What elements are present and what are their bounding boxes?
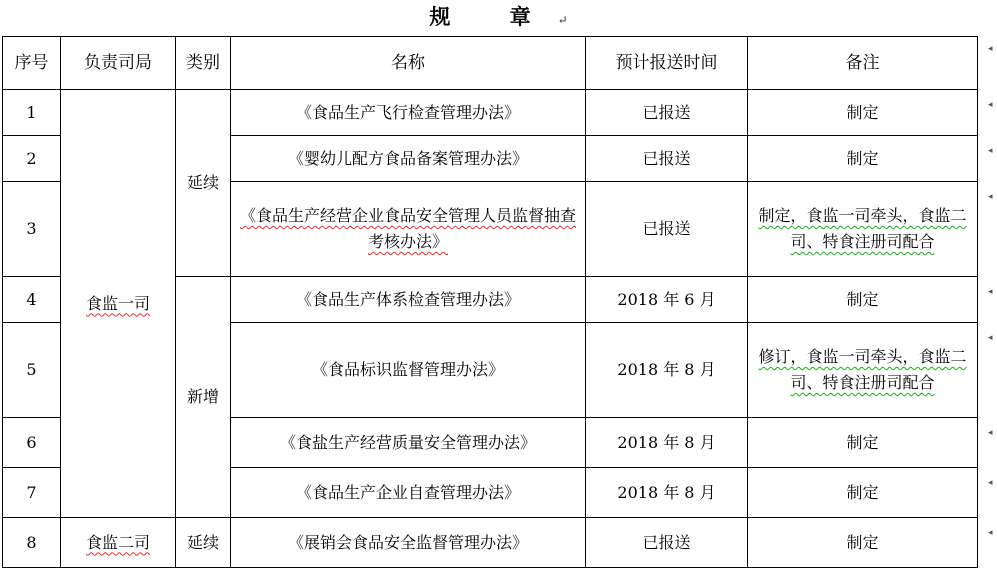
table-row	[3, 518, 978, 568]
cell-remark: 修订，食监一司牵头，食监二司、特食注册司配合	[748, 323, 978, 418]
row-end-mark-icon: ◂	[988, 428, 993, 438]
cell-time: 2018 年 8 月	[586, 418, 748, 468]
cell-time: 2018 年 6 月	[586, 277, 748, 323]
cell-time: 已报送	[586, 136, 748, 182]
header-name: 名称	[231, 37, 586, 90]
row-end-mark-icon: ◂	[988, 192, 993, 202]
cell-remark: 制定	[748, 518, 978, 568]
row-end-mark-icon: ◂	[988, 100, 993, 110]
row-end-mark-icon: ◂	[988, 478, 993, 488]
cell-category: 延续	[176, 90, 231, 277]
cell-name: 《食盐生产经营质量安全管理办法》	[231, 418, 586, 468]
cell-name: 《食品标识监督管理办法》	[231, 323, 586, 418]
cell-name: 《食品生产企业自查管理办法》	[231, 468, 586, 518]
cell-time: 已报送	[586, 90, 748, 136]
row-end-mark-icon: ◂	[988, 287, 993, 297]
cell-seq: 8	[3, 518, 61, 568]
table-row	[3, 90, 978, 136]
cell-time: 已报送	[586, 518, 748, 568]
cell-seq: 7	[3, 468, 61, 518]
cell-category: 延续	[176, 518, 231, 568]
regulations-table	[2, 36, 978, 568]
cell-seq: 2	[3, 136, 61, 182]
cell-remark: 制定，食监一司牵头，食监二司、特食注册司配合	[748, 182, 978, 277]
row-end-mark-icon: ◂	[988, 333, 993, 343]
cell-remark: 制定	[748, 90, 978, 136]
cell-name: 《食品生产经营企业食品安全管理人员监督抽查考核办法》	[231, 182, 586, 277]
cell-bureau: 食监一司	[61, 90, 176, 518]
cell-remark: 制定	[748, 418, 978, 468]
cell-category: 新增	[176, 277, 231, 518]
cell-remark: 制定	[748, 468, 978, 518]
cell-name: 《展销会食品安全监督管理办法》	[231, 518, 586, 568]
row-end-markers	[988, 38, 996, 568]
cell-time: 2018 年 8 月	[586, 323, 748, 418]
cell-seq: 3	[3, 182, 61, 277]
row-end-mark-icon: ◂	[988, 146, 993, 156]
cell-time: 2018 年 8 月	[586, 468, 748, 518]
header-seq: 序号	[3, 37, 61, 90]
paragraph-mark-icon: ↵	[557, 13, 568, 27]
cell-seq: 6	[3, 418, 61, 468]
cell-name: 《婴幼儿配方食品备案管理办法》	[231, 136, 586, 182]
header-time: 预计报送时间	[586, 37, 748, 90]
cell-remark: 制定	[748, 136, 978, 182]
row-end-mark-icon: ◂	[988, 44, 993, 54]
cell-name: 《食品生产飞行检查管理办法》	[231, 90, 586, 136]
cell-seq: 4	[3, 277, 61, 323]
table-header-row	[3, 37, 978, 90]
cell-seq: 5	[3, 323, 61, 418]
cell-time: 已报送	[586, 182, 748, 277]
cell-bureau: 食监二司	[61, 518, 176, 568]
header-category: 类别	[176, 37, 231, 90]
header-remark: 备注	[748, 37, 978, 90]
cell-name: 《食品生产体系检查管理办法》	[231, 277, 586, 323]
row-end-mark-icon: ◂	[988, 528, 993, 538]
cell-remark: 制定	[748, 277, 978, 323]
page-title: 规 章↵	[429, 4, 568, 29]
header-bureau: 负责司局	[61, 37, 176, 90]
cell-seq: 1	[3, 90, 61, 136]
